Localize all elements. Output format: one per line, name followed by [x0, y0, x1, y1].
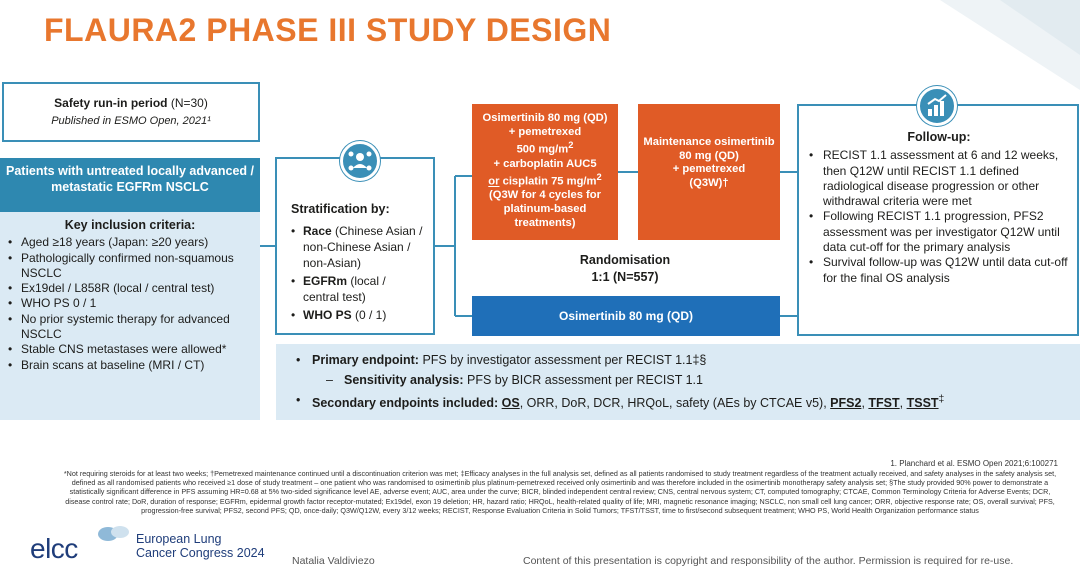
chart-growth-icon	[917, 86, 957, 126]
criterion-item: • Ex19del / L858R (local / central test)	[8, 281, 252, 296]
slide-title: FLAURA2 PHASE III STUDY DESIGN	[44, 12, 612, 48]
inclusion-criteria-title: Key inclusion criteria:	[64, 218, 196, 232]
monotherapy-arm-box: Osimertinib 80 mg (QD)	[472, 296, 780, 336]
safety-run-in-label: Safety run-in period	[54, 96, 168, 110]
follow-up-item: • Following RECIST 1.1 progression, PFS2 assessment was per investigator Q12W until data cut-off for the primary analysis	[809, 209, 1069, 255]
criterion-item: • Brain scans at baseline (MRI / CT)	[8, 358, 252, 373]
stratification-list	[291, 223, 423, 323]
secondary-endpoints: • Secondary endpoints included: OS, ORR, DoR, DCR, HRQoL, safety (AEs by CTCAE v5), PFS2, TFST, TSST‡	[296, 390, 1080, 413]
copyright-notice: Content of this presentation is copyright and responsibility of the author. Permission is required for re-use.	[523, 555, 1014, 567]
elcc-logo: elcc	[30, 533, 78, 564]
follow-up-box	[797, 104, 1079, 336]
criterion-item: • No prior systemic therapy for advanced NSCLC	[8, 312, 252, 343]
reference-note: 1. Planchard et al. ESMO Open 2021;6:100271	[890, 459, 1058, 468]
footnotes: *Not requiring steroids for at least two weeks; †Pemetrexed maintenance continued until a discontinuation criterion was met; ‡Efficacy analyses in the full analysis set, defined as all patients randomised to study treatment regardless of the treatment actually received, and safety analyses in the safety analysis set, defined as all randomised patients who received ≥1 dose of study treatment – one patient who was randomised to osimertinib plus platinum-pemetrexed received only osimertinib and was therefore included in the osimertinib monotherapy safety analysis set; §The study provided 90% power to demonstrate a statistically significant difference in PFS assuming HR=0.68 at 5% two-sided significance level AE, adverse event; AUC, area under the curve; BICR, blinded independent central review; CNS, central nervous system; CT, computed tomography; CTCAE, Common Terminology Criteria for Adverse Events; DCR, disease control rate; DoR, duration of response; EGFRm, epidermal growth factor receptor-mutated; Ex19del, exon 19 deletion; HR, hazard ratio; HRQoL, health-related quality of life; MRI, magnetic resonance imaging; NSCLC, non small cell lung cancer; ORR, objective response rate; OS, overall survival; PFS, progression-free survival; PFS2, second PFS; QD, once-daily; Q3W/Q12W, every 3/12 weeks; RECIST, Response Evaluation Criteria in Solid Tumors; TFST/TSST, time to first/second subsequent treatment; WHO PS, World Health Organization performance status	[63, 469, 1057, 515]
inclusion-criteria-list	[8, 235, 252, 373]
stratification-title: Stratification by:	[291, 202, 390, 216]
elcc-logo-mark	[96, 522, 132, 546]
criterion-item: • Pathologically confirmed non-squamous NSCLC	[8, 251, 252, 282]
people-network-icon	[340, 141, 380, 181]
follow-up-item: • Survival follow-up was Q12W until data cut-off for the final OS analysis	[809, 255, 1069, 286]
sensitivity-analysis: – Sensitivity analysis: PFS by BICR assessment per RECIST 1.1	[296, 370, 1080, 390]
presenter-name: Natalia Valdiviezo	[292, 555, 375, 567]
safety-run-in-published: Published in ESMO Open, 2021¹	[51, 115, 211, 127]
follow-up-item: • RECIST 1.1 assessment at 6 and 12 weeks, then Q12W until RECIST 1.1 defined radiological disease progression or other withdrawal criteria were met	[809, 148, 1069, 209]
primary-endpoint: • Primary endpoint: PFS by investigator assessment per RECIST 1.1‡§	[296, 350, 1080, 370]
criterion-item: • Aged ≥18 years (Japan: ≥20 years)	[8, 235, 252, 250]
stratification-item: • EGFRm (local / central test)	[291, 273, 423, 305]
endpoints-box	[276, 344, 1080, 420]
follow-up-title: Follow-up:	[907, 130, 971, 144]
patients-header: Patients with untreated locally advanced / metastatic EGFRm NSCLC	[0, 158, 260, 212]
safety-run-in-n: (N=30)	[170, 96, 208, 110]
stratification-box	[275, 157, 435, 335]
criterion-item: • Stable CNS metastases were allowed*	[8, 342, 252, 357]
criterion-item: • WHO PS 0 / 1	[8, 296, 252, 311]
inclusion-criteria-box	[0, 212, 260, 420]
stratification-item: • WHO PS (0 / 1)	[291, 307, 423, 323]
follow-up-list	[809, 148, 1069, 286]
safety-run-in-box	[2, 82, 260, 142]
maintenance-box: Maintenance osimertinib 80 mg (QD) + pemetrexed (Q3W)†	[638, 104, 780, 240]
congress-name: European Lung Cancer Congress 2024	[136, 532, 265, 560]
stratification-item: • Race (Chinese Asian / non-Chinese Asian / non-Asian)	[291, 223, 423, 271]
combination-arm-box: Osimertinib 80 mg (QD) + pemetrexed 500 $mg/m^2$ + carboplatin AUC5 or cisplatin 75 $mg/m^2$ (Q3W for 4 cycles for platinum-based treatments)	[472, 104, 618, 240]
randomisation-label: Randomisation 1:1 (N=557)	[579, 253, 671, 284]
